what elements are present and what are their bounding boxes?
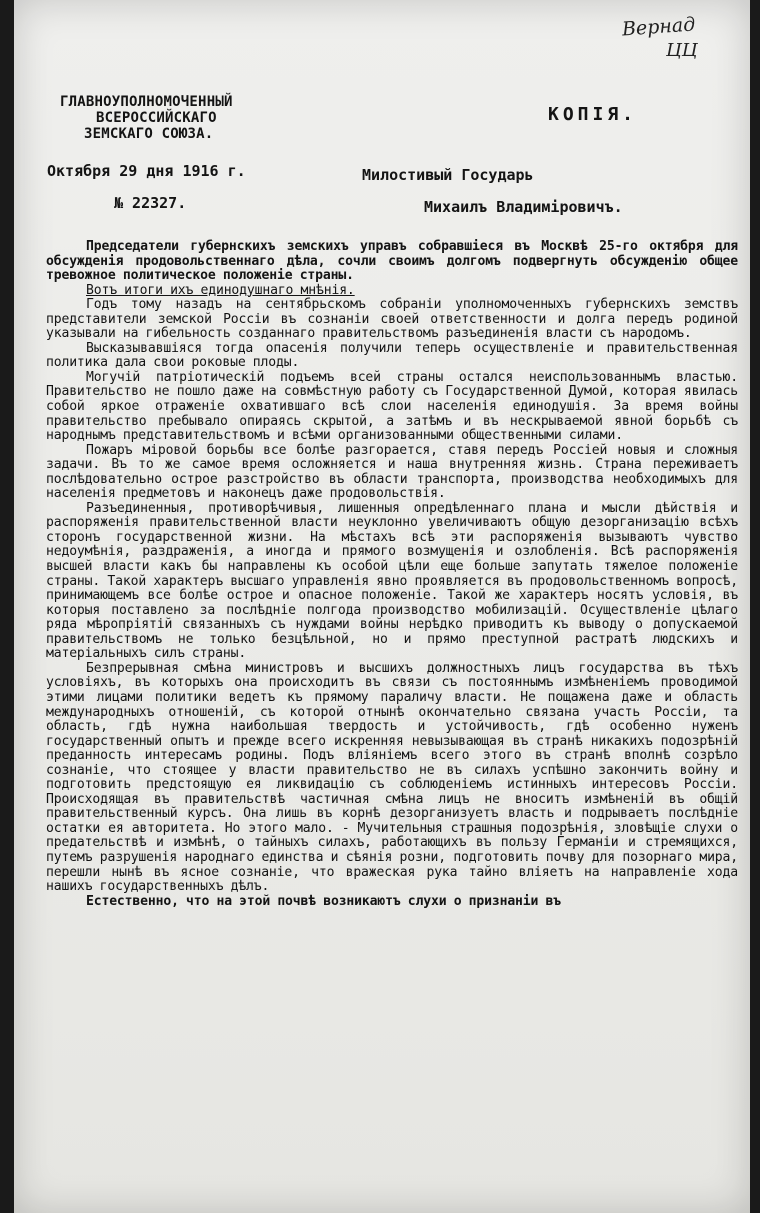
letter-number: № 22327. bbox=[114, 194, 187, 212]
letterhead-line-1: ГЛАВНОУПОЛНОМОЧЕННЫЙ bbox=[60, 94, 233, 110]
paragraph-1: Председатели губернскихъ земскихъ управъ собравшіеся въ Москвѣ 25-го октября для обсужденія продовольственнаго дѣла, сочли своимъ долгомъ подвергнуть обсужденію общее тревожное политическое положеніе страны. bbox=[46, 239, 738, 284]
document-page bbox=[14, 0, 750, 1213]
copy-label: КОПІЯ. bbox=[548, 104, 638, 125]
paragraph-9: Естественно, что на этой почвѣ возникаютъ слухи о признаніи въ bbox=[86, 893, 561, 909]
letterhead-line-3: ЗЕМСКАГО СОЮЗА. bbox=[84, 126, 214, 142]
letterhead-line-2: ВСЕРОССИЙСКАГО bbox=[96, 110, 217, 126]
paragraph-7: Разъединенныя, противорѣчивыя, лишенныя опредѣленнаго плана и мысли дѣйствія и распоряженія правительственной власти неуклонно увеличиваютъ общую дезорганизацію всѣхъ сторонъ государственной жизни. На мѣстахъ всѣ эти распоряженія вызываютъ чувство недоумѣнія, раздраженія, а иногда и прямого возмущенія и озлобленія. Всѣ распоряженія высшей власти какъ бы направлены къ особой цѣли еще больше запутать тяжелое положеніе страны. Такой характеръ высшаго управленія явно проявляется въ продовольственномъ вопросѣ, принимающемъ все болѣе острое и опасное положеніе. Такой же характеръ носятъ условія, въ которыя поставлено за послѣдніе полгода производство мобилизацій. Осуществленіе цѣлаго ряда мѣропріятій связанныхъ съ нуждами войны нерѣдко приводитъ къ выводу о допускаемой правительствомъ не только безцѣльной, но и прямо преступной растратѣ людскихъ и матеріальныхъ силъ страны. bbox=[46, 500, 738, 662]
paragraph-3: Годъ тому назадъ на сентябрьскомъ собраніи уполномоченныхъ губернскихъ земствъ представители земской Россіи въ сознаніи своей ответственности и долга передъ родиной указывали на гибельность созданнаго правительствомъ разъединенія власти съ народомъ. bbox=[46, 297, 738, 342]
paragraph-4: Высказывавшіяся тогда опасенія получили теперь осуществленіе и правительственная политика дала свои роковые плоды. bbox=[46, 340, 738, 371]
addressee: Михаилъ Владиміровичъ. bbox=[424, 198, 623, 216]
paragraph-2: Вотъ итоги ихъ единодушнаго мнѣнія. bbox=[86, 282, 355, 298]
handwritten-number: ЦЦ bbox=[666, 40, 698, 61]
salutation: Милостивый Государь bbox=[362, 166, 534, 184]
handwritten-note: Вернад bbox=[621, 13, 696, 41]
paragraph-6: Пожаръ міровой борьбы все болѣе разгорается, ставя передъ Россіей новыя и сложныя задачи. Въ то же самое время осложняется и наша внутренняя жизнь. Страна переживаетъ послѣдовательно острое разстройство въ области транспорта, производства необходимыхъ для населенія предметовъ и наконецъ даже продовольствія. bbox=[46, 442, 738, 502]
paragraph-8: Безпрерывная смѣна министровъ и высшихъ должностныхъ лицъ государства въ тѣхъ условіяхъ, въ которыхъ она происходитъ въ связи съ постояннымъ измѣненіемъ проводимой этими лицами политики ведетъ къ прямому параличу власти. Не пощажена даже и область международныхъ отношеній, съ которой отнынѣ окончательно связана участь Россіи, та область, гдѣ нужна наибольшая твердость и устойчивость, гдѣ особенно нуженъ государственный опытъ и прежде всего искренняя невызывающая въ странѣ никакихъ подозрѣній преданность интересамъ родины. Подъ вліяніемъ всего этого въ странѣ вполнѣ созрѣло сознаніе, что стоящее у власти правительство не въ силахъ успѣшно закончить войну и подготовить предстоящую ея ликвидацію съ соблюденіемъ истинныхъ интересовъ Россіи. Происходящая въ правительствѣ частичная смѣна лицъ не вноситъ измѣненій въ общій правительственный курсъ. Она лишь въ корнѣ дезорганизуетъ власть и подрываетъ послѣдніе остатки ея авторитета. Но этого мало. - Мучительныя страшныя подозрѣнія, зловѣщіе слухи о предательствѣ и измѣнѣ, о тайныхъ силахъ, работающихъ въ пользу Германіи и стремящихся, путемъ разрушенія народнаго единства и сѣянія розни, подготовить почву для позорнаго мира, перешли нынѣ въ ясное сознаніе, что вражеская рука тайно вліяетъ на направленіе хода нашихъ государственныхъ дѣлъ. bbox=[46, 660, 738, 895]
letter-body bbox=[46, 240, 738, 909]
letter-date: Октября 29 дня 1916 г. bbox=[47, 162, 246, 180]
paragraph-5: Могучій патріотическій подъемъ всей страны остался неиспользованнымъ властью. Правительство не пошло даже на совмѣстную работу съ Государственной Думой, которая явилась собой яркое отраженіе охватившаго всѣ слои населенія единодушія. За время войны правительство пребывало опираясь скрытой, а затѣмъ и въ нескрываемой явной борьбѣ съ народнымъ представительствомъ и всѣми организованными общественными силами. bbox=[46, 369, 738, 444]
